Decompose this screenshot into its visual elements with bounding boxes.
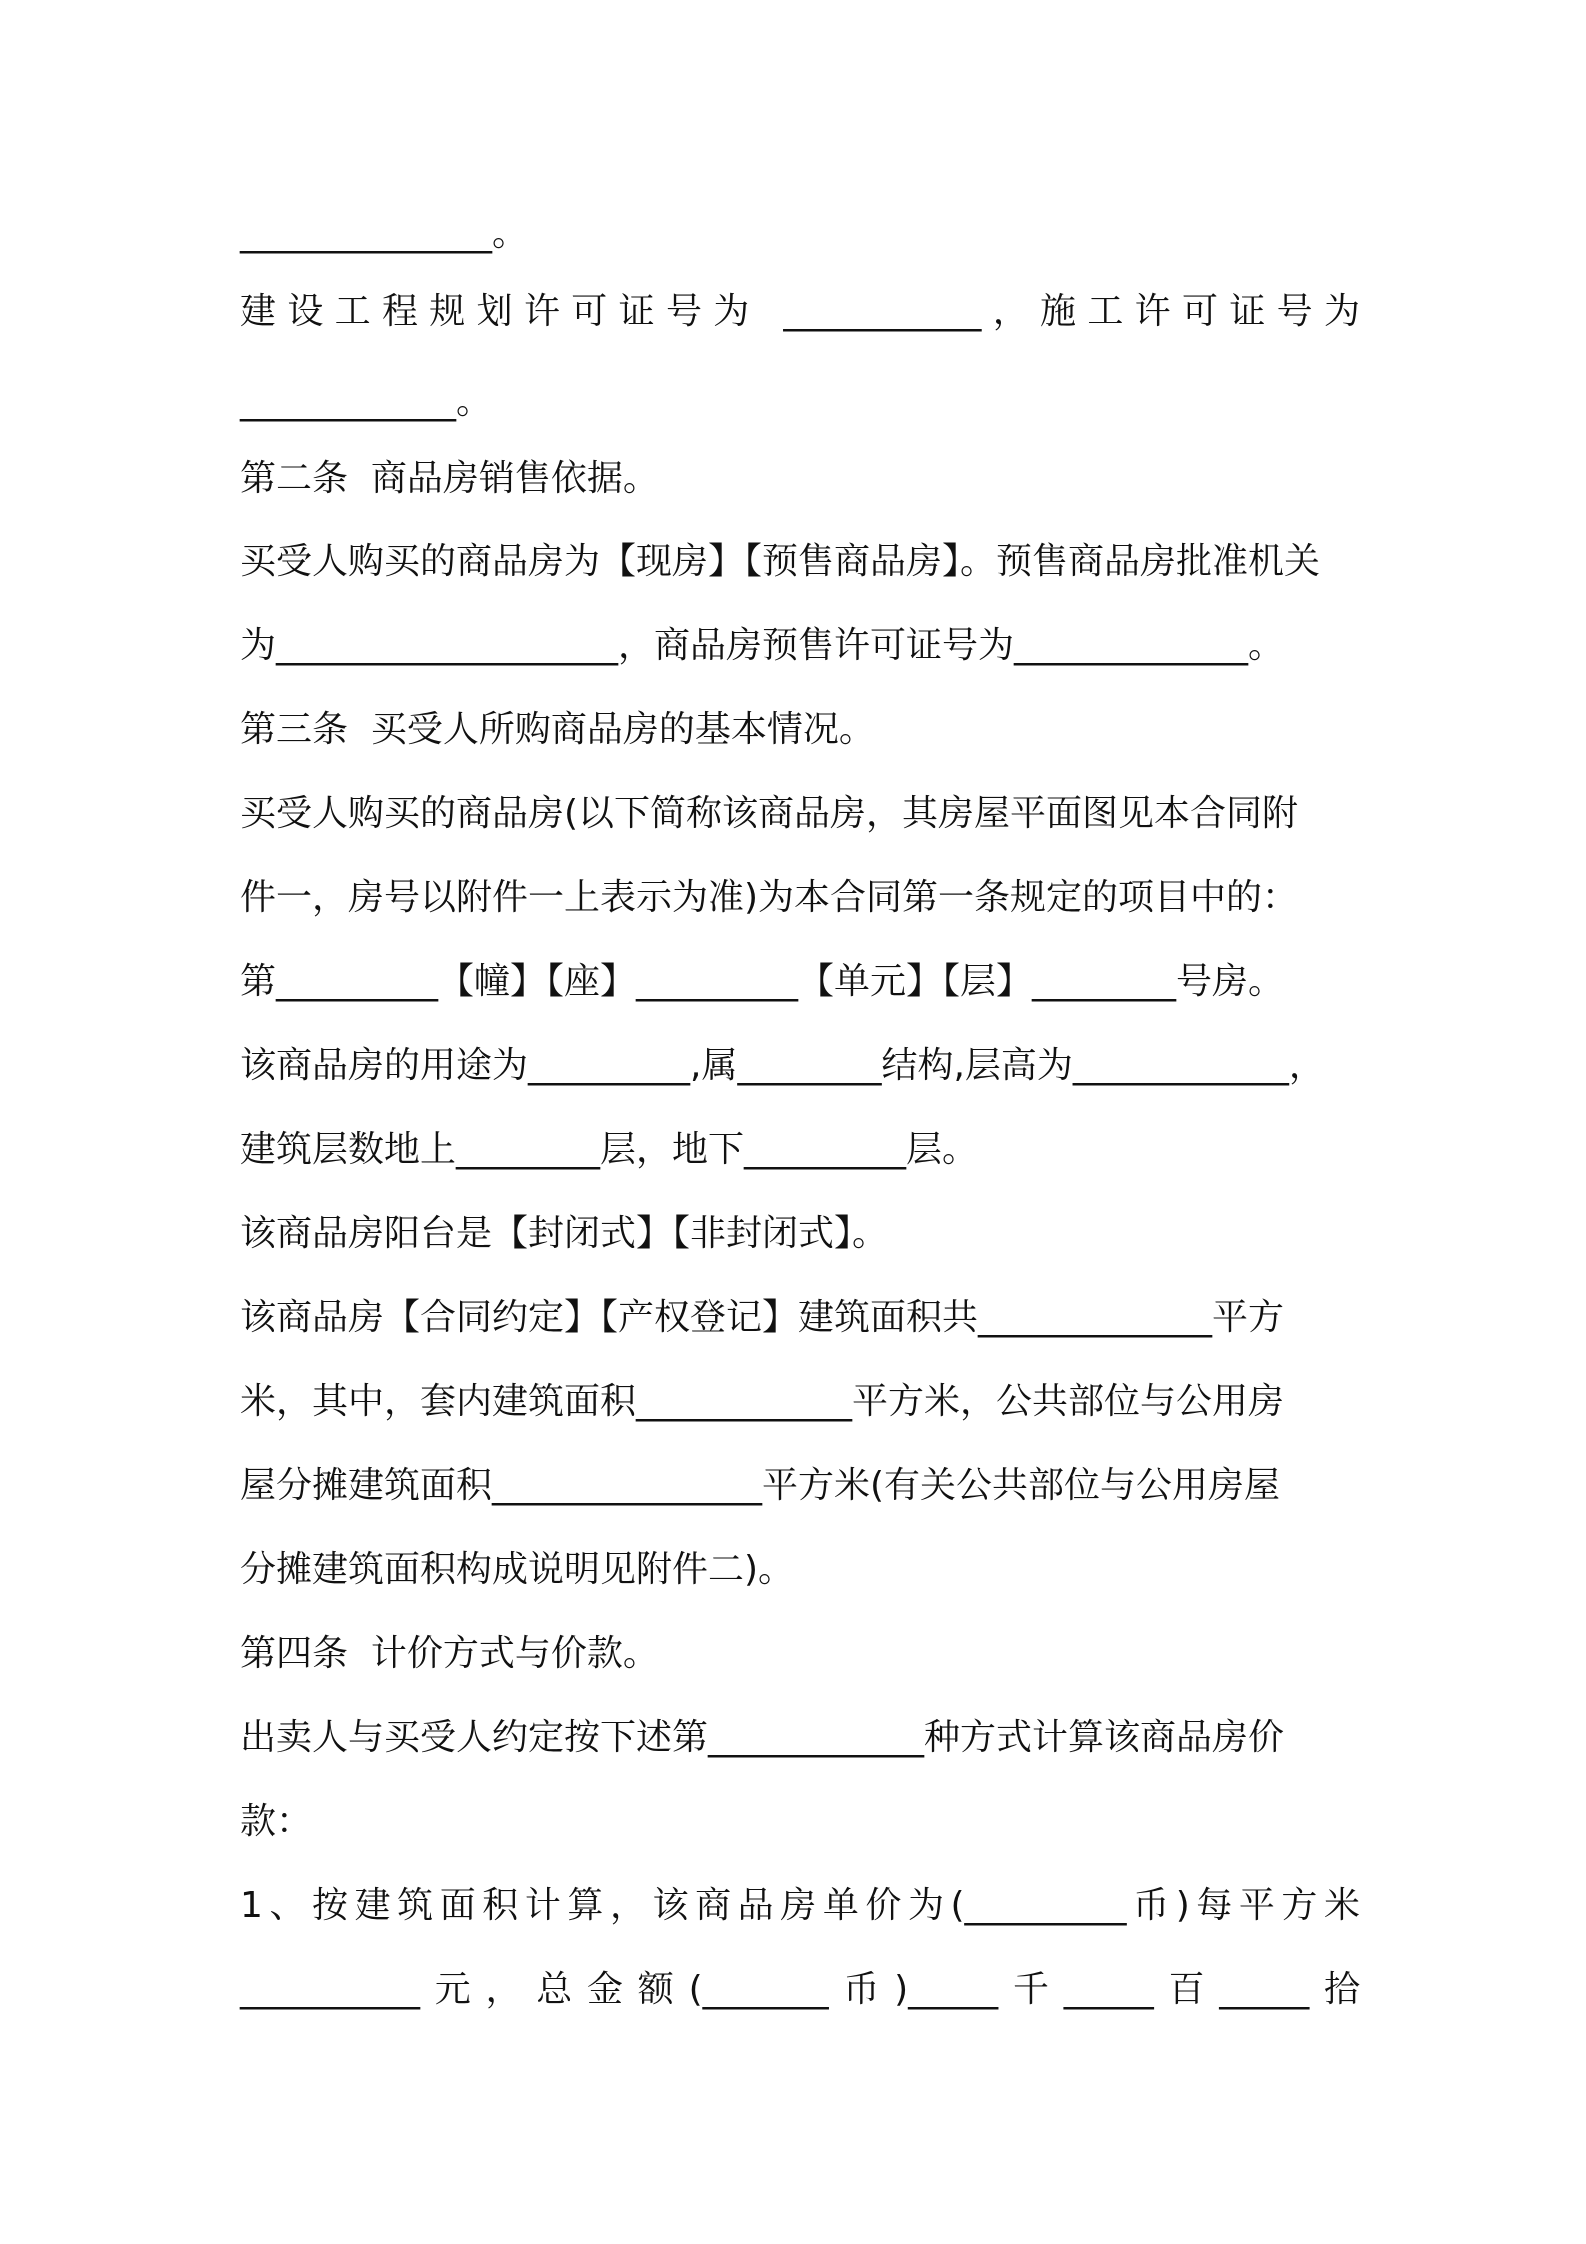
text-line-9: 件一，房号以附件一上表示为准)为本合同第一条规定的项目中的： — [240, 877, 1299, 918]
text-line-3: ____________。 — [240, 381, 493, 422]
article-3-heading: 第三条 买受人所购商品房的基本情况。 — [240, 709, 875, 750]
text-line-19: 出卖人与买受人约定按下述第____________种方式计算该商品房价 — [240, 1717, 1285, 1758]
text-line-2: 建设工程规划许可证号为 ___________，施工许可证号为 — [240, 291, 1360, 332]
text-line-5: 买受人购买的商品房为【现房】【预售商品房】。预售商品房批准机关 — [240, 541, 1321, 582]
text-line-12: 建筑层数地上________层，地下_________层。 — [240, 1129, 979, 1170]
text-line-14: 该商品房【合同约定】【产权登记】建筑面积共_____________平方 — [240, 1297, 1285, 1338]
text-line-10: 第_________【幢】【座】_________【单元】【层】________号房。 — [240, 961, 1285, 1002]
article-2-heading: 第二条 商品房销售依据。 — [240, 458, 659, 499]
text-line-8: 买受人购买的商品房(以下简称该商品房，其房屋平面图见本合同附 — [240, 793, 1299, 834]
text-line-6: 为___________________，商品房预售许可证号为_____________。 — [240, 625, 1285, 666]
text-line-11: 该商品房的用途为_________,属________结构,层高为____________， — [240, 1045, 1325, 1086]
text-line-15: 米，其中，套内建筑面积____________平方米，公共部位与公用房 — [240, 1381, 1285, 1422]
text-line-21: 1、按建筑面积计算，该商品房单价为(_________币)每平方米 — [240, 1885, 1360, 1926]
text-line-20: 款： — [240, 1801, 313, 1842]
text-line-1: ______________。 — [240, 213, 528, 254]
text-line-13: 该商品房阳台是【封闭式】【非封闭式】。 — [240, 1213, 889, 1254]
text-line-16: 屋分摊建筑面积_______________平方米(有关公共部位与公用房屋 — [240, 1465, 1281, 1506]
text-line-17: 分摊建筑面积构成说明见附件二)。 — [240, 1549, 795, 1590]
article-4-heading: 第四条 计价方式与价款。 — [240, 1633, 659, 1674]
text-line-22: __________元，总金额(_______币)_____千_____百_____拾 — [240, 1969, 1360, 2010]
